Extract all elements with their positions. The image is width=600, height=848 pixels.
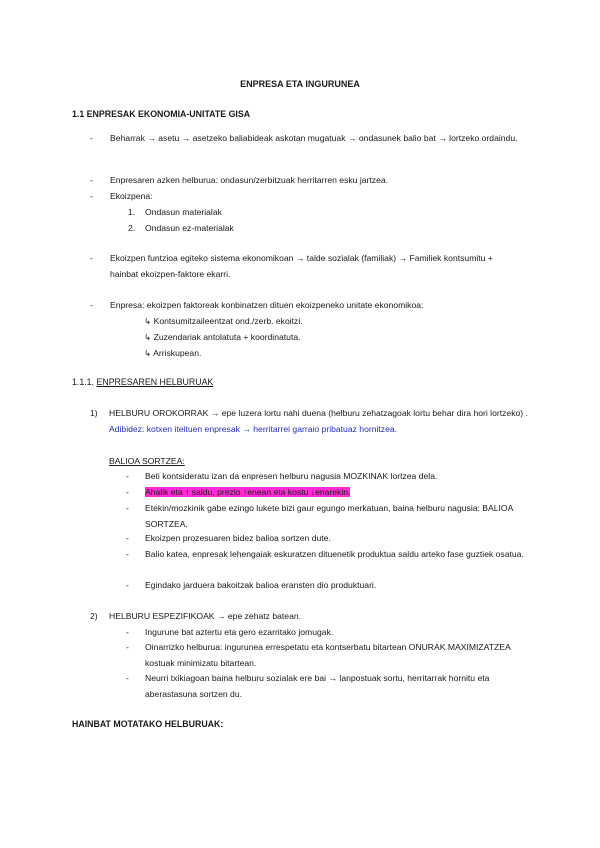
item-text — [109, 405, 530, 437]
arrow-sub-item: ↳ Zuzendariak antolatuta + koordinatuta. — [144, 332, 301, 342]
arrow-sub-item: ↳ Arriskupean. — [144, 348, 202, 358]
sub-bullet-item — [126, 500, 526, 532]
document-title: ENPRESA ETA INGURUNEA — [240, 79, 360, 89]
bullet-item — [90, 130, 520, 146]
bullet-item — [90, 188, 520, 204]
item-number: 2) — [90, 611, 98, 621]
numbered-item — [128, 220, 234, 236]
dash-marker: - — [90, 175, 93, 185]
bullet-text: Ekoizpena: — [110, 191, 153, 201]
bullet-text — [145, 484, 526, 500]
bullet-text: Ingurune bat aztertu eta gero ezarritako jomugak. — [145, 627, 334, 637]
goal-text: HELBURU OROKORRAK → epe luzera lortu nahi duena (helburu zehatzagoak lortu behar dira hori lortzeko) . — [109, 408, 528, 418]
arrow-sub-item: ↳ Kontsumitzaileentzat ond./zerb. ekoitzi. — [144, 316, 303, 326]
bullet-text: Beti kontsideratu izan da enpresen helburu nagusia MOZKINAK lortzea dela. — [145, 471, 438, 481]
bullet-text: Egindako jarduera bakoitzak balioa eransten dio produktuari. — [145, 580, 377, 590]
highlighted-text: Ahalik eta ↑ saldu, prezio ↑enean eta kostu ↓enarekin. — [145, 487, 351, 497]
item-number: 2. — [128, 223, 136, 233]
sub-bullet-item — [126, 639, 526, 671]
sub-bullet-item — [126, 670, 526, 702]
balioa-heading: BALIOA SORTZEA: — [109, 456, 185, 466]
example-text: Adibidez: kotxen iteituen enpresak → herritarrei garraio pribatuaz hornitzea. — [109, 424, 398, 434]
dash-marker: - — [126, 627, 129, 637]
dash-marker: - — [90, 300, 93, 310]
sub-bullet-item — [126, 484, 526, 500]
bullet-text: Oinarrizko helburua: ingurunea errespetatu eta kontserbatu bitartean ONURAK MAXIMIZATZEA kostuak minimizatu bitartean. — [145, 642, 511, 668]
dash-marker: - — [90, 191, 93, 201]
dash-marker: - — [126, 580, 129, 590]
dash-marker: - — [126, 503, 129, 513]
dash-marker: - — [126, 471, 129, 481]
bullet-text: Beharrak → asetu → asetzeko baliabideak askotan mugatuak → ondasunek balio bat → lortzeko ordaindu. — [110, 133, 518, 143]
bullet-text: Ekoizpen funtzioa egiteko sistema ekonomikoan → talde sozialak (familiak) → Familiek kontsumitu + hainbat ekoizpen-faktore ekarri. — [110, 253, 493, 279]
dash-marker: - — [90, 253, 93, 263]
bullet-text: Enpresaren azken helburua: ondasun/zerbitzuak herritarren esku jartzea. — [110, 175, 389, 185]
sub-bullet-item — [126, 530, 526, 546]
section-title: ENPRESAREN HELBURUAK — [96, 377, 214, 387]
bullet-item — [90, 172, 520, 188]
bullet-text: Neurri txikiagoan baina helburu sozialak ere bai → lanpostuak sortu, herritarrak hornitu eta aberastasuna sortzen du. — [145, 673, 490, 699]
sub-bullet-item — [126, 577, 526, 593]
sub-bullet-item — [126, 468, 526, 484]
bullet-text: Enpresa: ekoizpen faktoreak konbinatzen dituen ekoizpeneko unitate ekonomikoa: — [110, 300, 424, 310]
dash-marker: - — [126, 642, 129, 652]
item-number: 1) — [90, 408, 98, 418]
numbered-goal-item — [90, 608, 530, 624]
bottom-heading: HAINBAT MOTATAKO HELBURUAK: — [72, 719, 224, 729]
sub-bullet-item — [126, 624, 526, 640]
section-heading-1-1: 1.1 ENPRESAK EKONOMIA-UNITATE GISA — [72, 109, 251, 119]
bullet-text: Etekin/mozkinik gabe ezingo lukete bizi gaur egungo merkatuan, baina helburu nagusia: BALIOA SORTZEA. — [145, 503, 513, 529]
sub-bullet-item — [126, 546, 526, 562]
bullet-item — [90, 297, 520, 313]
dash-marker: - — [126, 673, 129, 683]
section-number: 1.1.1. — [72, 377, 95, 387]
item-text: HELBURU ESPEZIFIKOAK → epe zehatz batean. — [109, 611, 302, 621]
item-text: Ondasun materialak — [145, 207, 222, 217]
numbered-item — [128, 204, 222, 220]
bullet-text: Balio katea, enpresak lehengaiak eskuratzen dituenetik produktua saldu arteko fase guztiek osatua. — [145, 549, 524, 559]
dash-marker: - — [126, 487, 129, 497]
item-text: Ondasun ez-materialak — [145, 223, 234, 233]
bullet-item — [90, 250, 520, 282]
item-number: 1. — [128, 207, 136, 217]
section-heading-1-1-1 — [72, 374, 213, 390]
dash-marker: - — [90, 133, 93, 143]
dash-marker: - — [126, 533, 129, 543]
numbered-goal-item — [90, 405, 530, 437]
dash-marker: - — [126, 549, 129, 559]
bullet-text: Ekoizpen prozesuaren bidez balioa sortzen dute. — [145, 533, 331, 543]
